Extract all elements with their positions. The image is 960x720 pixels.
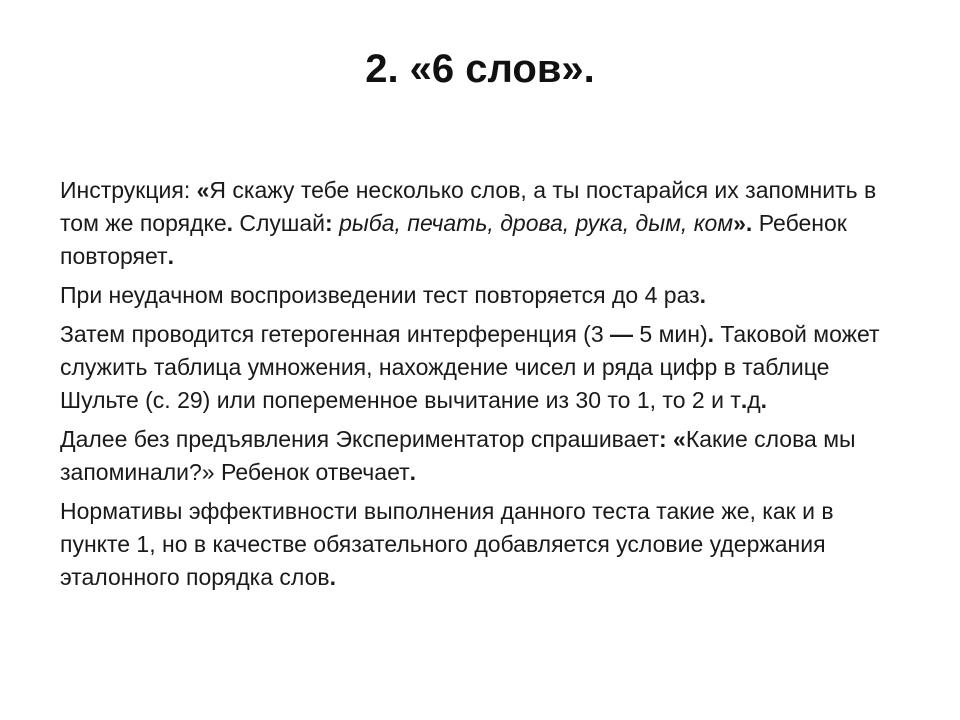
paragraph-question bbox=[60, 423, 905, 489]
quote-close: ». bbox=[733, 210, 753, 236]
paragraph-repeat bbox=[60, 279, 905, 312]
instruction-label: Инструкция: bbox=[60, 177, 197, 203]
colon: : bbox=[658, 426, 667, 452]
instruction-tail: Ребенок повторяет bbox=[60, 210, 847, 269]
period: . bbox=[226, 210, 233, 236]
interference-text-3: Таковой может служить таблица умножения, нахождение чисел и ряда цифр в таблице Шульте (с. 29) или попеременное вычитание из 30 то 1, то 2 и т bbox=[60, 321, 880, 413]
question-text-1: Далее без предъявления Экспериментатор спрашивает bbox=[60, 426, 659, 452]
period: . bbox=[707, 321, 714, 347]
period: . bbox=[699, 282, 707, 308]
quote-open: « bbox=[196, 177, 210, 203]
listen-word: Слушай bbox=[233, 210, 326, 236]
question-text-3: Ребенок отвечает bbox=[214, 459, 410, 485]
period: . bbox=[409, 459, 417, 485]
quote-open: « bbox=[666, 426, 686, 452]
norms-text: Нормативы эффективности выполнения данного теста такие же, как и в пункте 1, но в качестве обязательного добавляется условие удержания эталонного порядка слов bbox=[60, 498, 834, 590]
instruction-text: Я скажу тебе несколько слов, а ты постарайся их запомнить в том же порядке bbox=[60, 177, 877, 236]
quote-close: » bbox=[201, 459, 215, 485]
slide-title: 2. «6 слов». bbox=[365, 47, 595, 91]
em-dash: — bbox=[610, 321, 634, 347]
paragraph-norms bbox=[60, 495, 905, 594]
period: . bbox=[740, 387, 748, 413]
slide-body bbox=[60, 174, 905, 600]
word-list: рыба, печать, дрова, рука, дым, ком bbox=[332, 210, 734, 236]
interference-text-2: 5 мин) bbox=[633, 321, 708, 347]
colon: : bbox=[325, 210, 333, 236]
period: . bbox=[329, 564, 337, 590]
period: . bbox=[760, 387, 768, 413]
question-text-2: Какие слова мы запоминали? bbox=[60, 426, 856, 485]
period: . bbox=[167, 243, 174, 269]
interference-text-4: д bbox=[747, 387, 761, 413]
paragraph-instruction bbox=[60, 174, 905, 273]
interference-text-1: Затем проводится гетерогенная интерференция (3 bbox=[60, 321, 611, 347]
paragraph-interference bbox=[60, 318, 905, 417]
repeat-text: При неудачном воспроизведении тест повторяется до 4 раз bbox=[60, 282, 700, 308]
